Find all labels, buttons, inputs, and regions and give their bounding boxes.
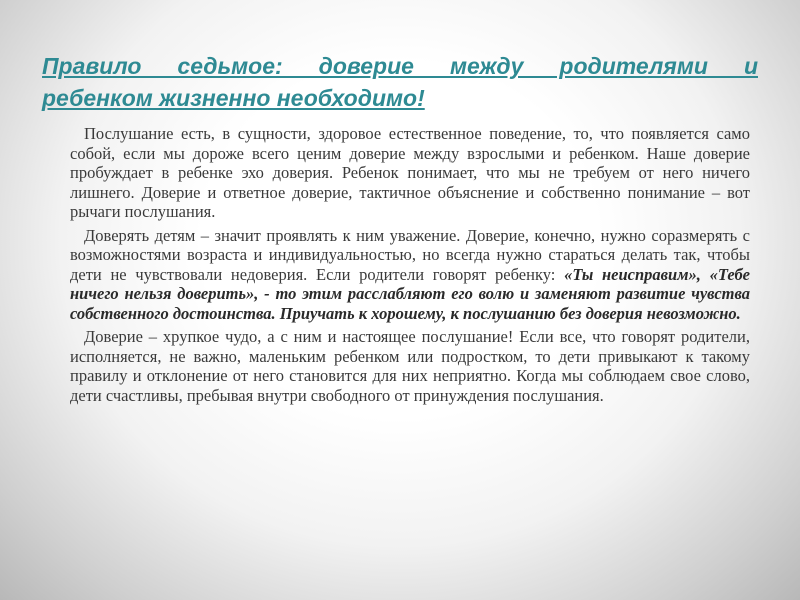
slide-title bbox=[42, 50, 758, 114]
title-line-1: Правило седьмое: доверие между родителями и bbox=[42, 53, 758, 79]
title-line-2: ребенком жизненно необходимо! bbox=[42, 85, 425, 111]
paragraph-1: Послушание есть, в сущности, здоровое естественное поведение, то, что появляется само собой, если мы дороже всего ценим доверие между взрослыми и ребенком. Наше доверие пробуждает в ребенке эхо доверия. Ребенок понимает, что мы не требуем от него ничего лишнего. Доверие и ответное доверие, тактичное объяснение и собственно понимание – вот рычаги послушания. bbox=[70, 124, 750, 221]
paragraph-3: Доверие – хрупкое чудо, а с ним и настоящее послушание! Если все, что говорят родители, исполняется, не важно, маленьким ребенком или подростком, то дети привыкают к такому правилу и отклонение от него становится для них неприятно. Когда мы соблюдаем свое слово, дети счастливы, пребывая внутри свободного от принуждения послушания. bbox=[70, 327, 750, 405]
paragraph-2-text: Доверять детям – значит проявлять к ним уважение. Доверие, конечно, нужно соразмерять с возможностями возраста и индивидуальностью, но всегда нужно стараться делать так, чтобы дети не чувствовали недоверия. Если родители говорят ребенку: bbox=[70, 225, 750, 284]
paragraph-2-emphasis: «Ты неисправим», «Тебе ничего нельзя доверить», - то этим расслабляют его волю и заменяют развитие чувства собственного достоинства. Приучать к хорошему, к послушанию без доверия невозможно. bbox=[70, 264, 750, 323]
slide-body bbox=[70, 124, 750, 409]
paragraph-2 bbox=[70, 226, 750, 324]
